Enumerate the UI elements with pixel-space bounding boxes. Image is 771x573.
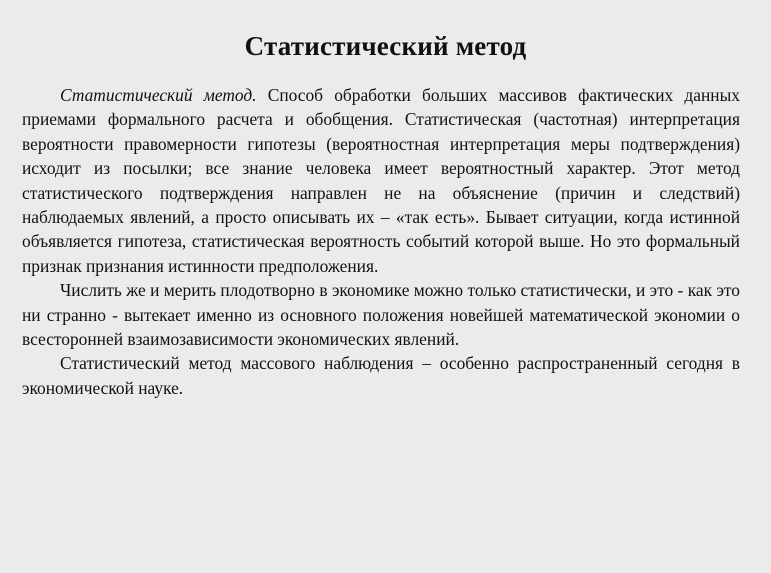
paragraph-definition-text: Способ обработки больших массивов фактических данных приемами формального расчета и обобщения. Статистическая (частотная) интерпретация вероятности правомерности гипотезы (вероятностная интерпретация меры подтверждения) исходит из посылки; все знание человека имеет вероятностный характер. Этот метод статистического подтверждения направлен не на объяснение (причин и следствий) наблюдаемых явлений, а просто описывать их – «так есть». Бывает ситуации, когда истинной объявляется гипотеза, статистическая вероятность событий которой выше. Но это формальный признак признания истинности предположения. xyxy=(22,85,740,276)
term-lead: Статистический метод. xyxy=(60,85,257,105)
slide-title: Статистический метод xyxy=(244,31,527,61)
slide-body xyxy=(22,83,740,400)
paragraph-mass-observation: Статистический метод массового наблюдения – особенно распространенный сегодня в экономической науке. xyxy=(22,353,740,398)
paragraph-economics: Числить же и мерить плодотворно в экономике можно только статистически, и это - как это ни странно - вытекает именно из основного положения новейшей математической экономии о всесторонней взаимозависимости экономических явлений. xyxy=(22,280,740,350)
paragraph-definition xyxy=(22,83,740,278)
